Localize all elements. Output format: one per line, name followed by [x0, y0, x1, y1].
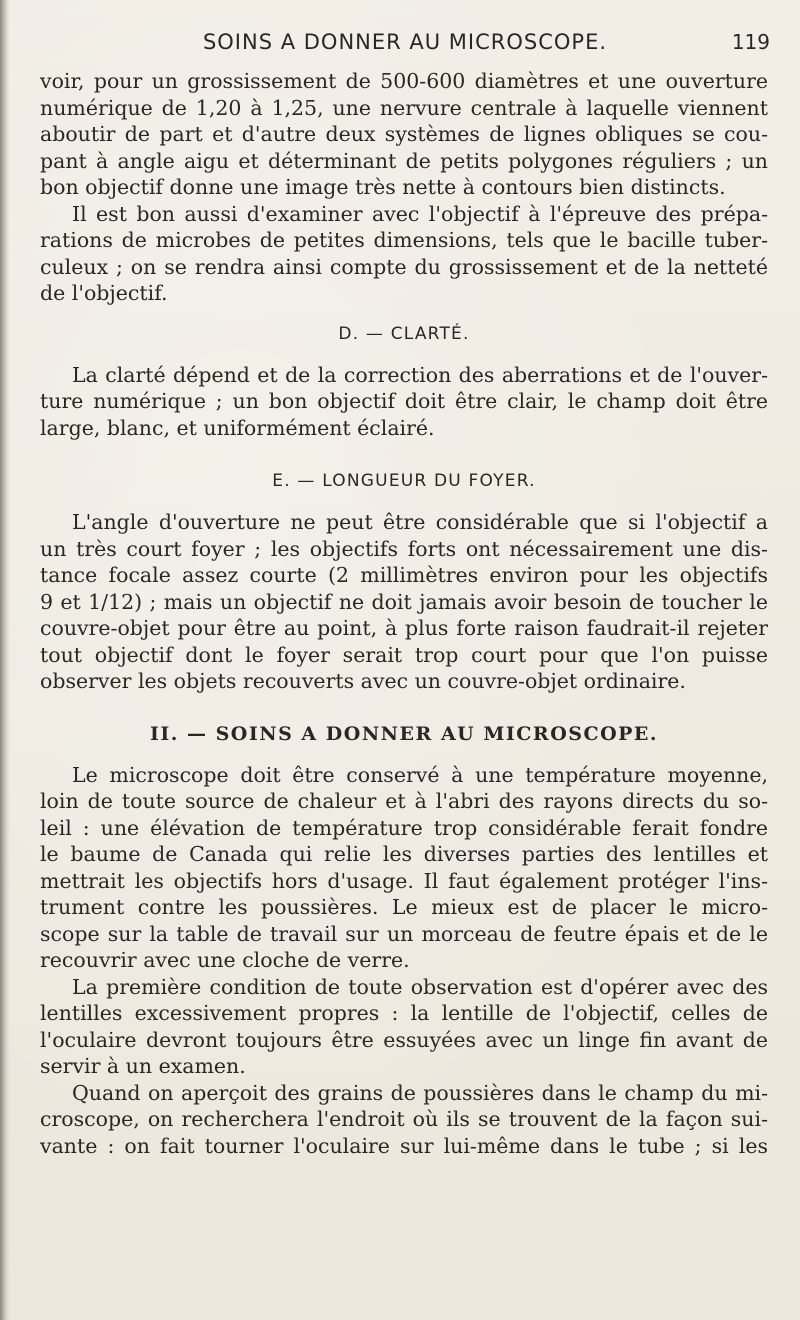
text-line: L'angle d'ouverture ne peut être considérable que si l'objectif a — [72, 510, 768, 534]
text-line: numérique de 1,20 à 1,25, une nervure centrale à laquelle viennent — [40, 95, 768, 120]
paragraph-conservation — [40, 762, 768, 974]
text-line: tance focale assez courte (2 millimètres environ pour les objectifs — [40, 563, 768, 587]
text-line: rations de microbes de petites dimensions, tels que le bacille tuber- — [40, 228, 768, 252]
text-line: mettrait les objectifs hors d'usage. Il faut également protéger l'ins- — [40, 868, 768, 893]
page-number: 119 — [731, 30, 770, 54]
text-line: observer les objets recouverts avec un couvre-objet ordinaire. — [40, 669, 686, 693]
text-line: un très court foyer ; les objectifs forts ont nécessairement une dis- — [40, 536, 768, 561]
text-line: leil : une élévation de température trop considérable ferait fondre — [40, 815, 768, 840]
section-heading-clarte: D. — CLARTÉ. — [338, 323, 470, 344]
paragraph-lentilles-propres — [40, 974, 768, 1080]
text-line: aboutir de part et d'autre deux systèmes de lignes obliques se cou- — [40, 122, 768, 146]
text-line: 9 et 1/12) ; mais un objectif ne doit jamais avoir besoin de toucher le — [40, 589, 768, 614]
text-line: recouvrir avec une cloche de verre. — [40, 948, 410, 972]
chapter-heading-soins: II. — SOINS A DONNER AU MICROSCOPE. — [149, 722, 659, 745]
text-line: ture numérique ; un bon objectif doit être clair, le champ doit être — [40, 389, 768, 413]
running-title: SOINS A DONNER AU MICROSCOPE. — [202, 30, 608, 54]
text-line: large, blanc, et uniformément éclairé. — [40, 415, 435, 440]
text-line: Quand on aperçoit des grains de poussières dans le champ du mi- — [72, 1080, 768, 1105]
text-line: l'oculaire devront toujours être essuyées avec un linge fin avant de — [40, 1027, 768, 1052]
page-header — [40, 18, 770, 58]
text-line: de l'objectif. — [40, 281, 168, 305]
section-heading-longueur-foyer: E. — LONGUEUR DU FOYER. — [272, 471, 536, 491]
text-line: pant à angle aigu et déterminant de petits polygones réguliers ; un — [40, 148, 768, 173]
text-line: scope sur la table de travail sur un morceau de feutre épais et de le — [40, 921, 768, 946]
text-line: tout objectif dont le foyer serait trop court pour que l'on puisse — [40, 642, 768, 667]
text-line: vante : on fait tourner l'oculaire sur lui-même dans le tube ; si les — [40, 1133, 768, 1158]
text-line: couvre-objet pour être au point, à plus forte raison faudrait-il rejeter — [40, 616, 768, 640]
text-line: croscope, on recherchera l'endroit où ils se trouvent de la façon sui- — [40, 1107, 768, 1131]
text-line: culeux ; on se rendra ainsi compte du grossissement et de la netteté — [40, 254, 768, 279]
text-line: lentilles excessivement propres : la lentille de l'objectif, celles de — [40, 1001, 768, 1025]
text-line: Il est bon aussi d'examiner avec l'objectif à l'épreuve des prépa- — [72, 201, 768, 226]
paragraph-poussieres — [40, 1080, 768, 1160]
text-line: La clarté dépend et de la correction des aberrations et de l'ouver- — [72, 362, 768, 387]
paragraph-longueur-foyer — [40, 509, 768, 695]
text-line: Le microscope doit être conservé à une température moyenne, — [72, 762, 768, 787]
text-line: loin de toute source de chaleur et à l'abri des rayons directs du so- — [40, 789, 768, 813]
binding-gutter-shadow — [0, 0, 10, 1320]
text-line: bon objectif donne une image très nette à contours bien distincts. — [40, 175, 726, 199]
text-line: servir à un examen. — [40, 1054, 246, 1078]
page-body — [40, 68, 768, 1159]
text-line: La première condition de toute observation est d'opérer avec des — [72, 974, 768, 999]
text-line: voir, pour un grossissement de 500-600 diamètres et une ouverture — [40, 69, 768, 93]
text-line: le baume de Canada qui relie les diverses parties des lentilles et — [40, 842, 768, 866]
paragraph-continued — [40, 68, 768, 201]
paragraph-objectif-epreuve — [40, 201, 768, 307]
text-line: trument contre les poussières. Le mieux est de placer le micro- — [40, 895, 768, 919]
paragraph-clarte — [40, 362, 768, 442]
